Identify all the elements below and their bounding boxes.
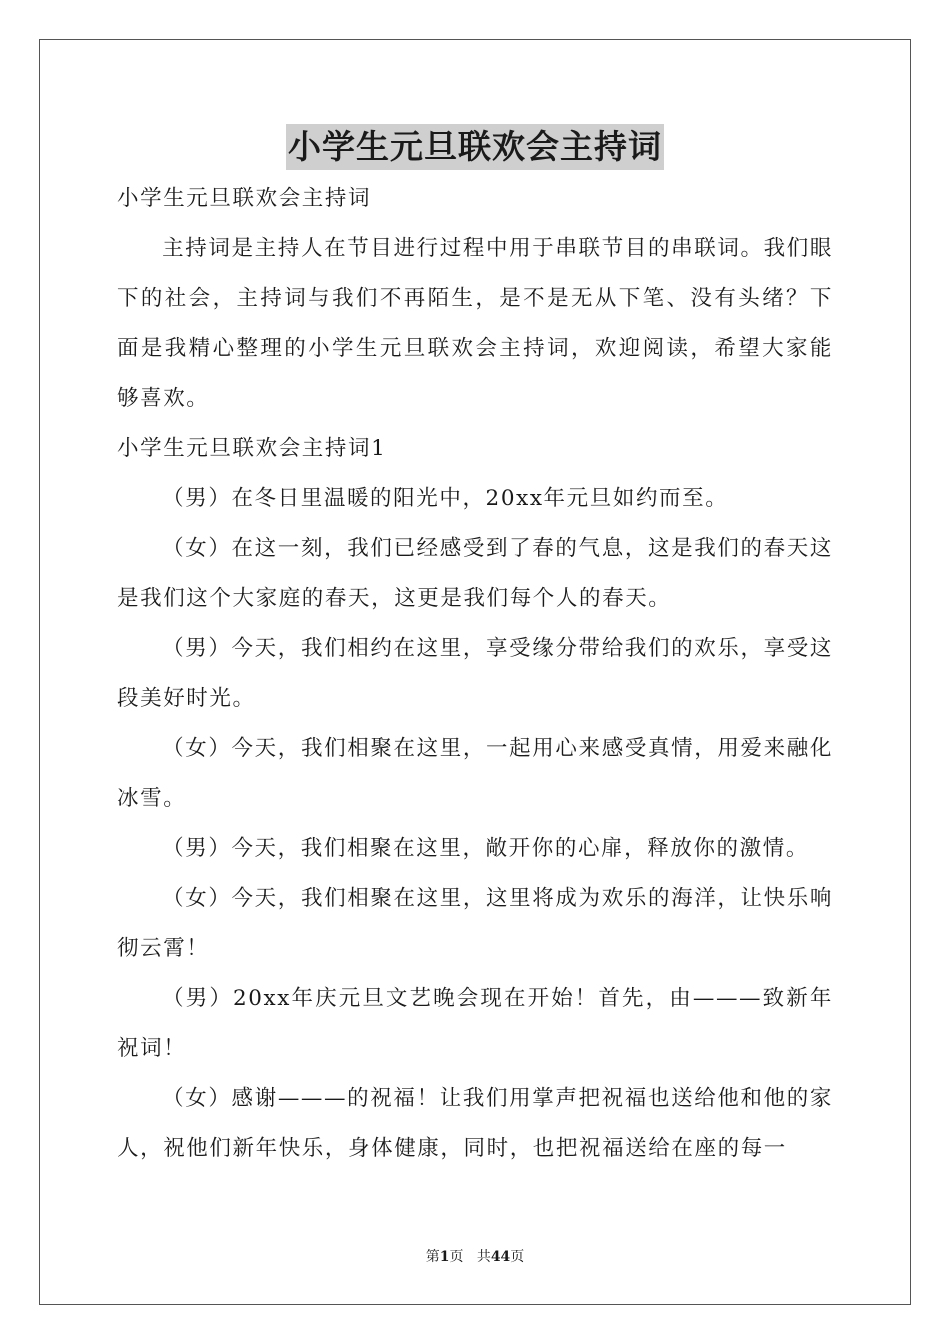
- page-number: 1: [439, 1249, 450, 1265]
- paragraph: （女）今天，我们相聚在这里，一起用心来感受真情，用爱来融化冰雪。: [117, 736, 833, 811]
- total-prefix: 共: [476, 1249, 491, 1265]
- paragraph: （女）今天，我们相聚在这里，这里将成为欢乐的海洋，让快乐响彻云霄！: [117, 886, 833, 961]
- document-title: 小学生元旦联欢会主持词: [286, 124, 664, 170]
- paragraph: （女）在这一刻，我们已经感受到了春的气息，这是我们的春天这是我们这个大家庭的春天，这更是我们每个人的春天。: [117, 536, 833, 611]
- paragraph: 小学生元旦联欢会主持词: [117, 186, 372, 211]
- page-footer: [0, 1247, 950, 1267]
- page-prefix: 第: [425, 1249, 440, 1265]
- paragraph: 主持词是主持人在节目进行过程中用于串联节目的串联词。我们眼下的社会，主持词与我们不再陌生，是不是无从下笔、没有头绪？下面是我精心整理的小学生元旦联欢会主持词，欢迎阅读，希望大家能够喜欢。: [117, 236, 833, 411]
- document-body: [117, 174, 833, 1174]
- paragraph: （女）感谢———的祝福！让我们用掌声把祝福也送给他和他的家人，祝他们新年快乐，身体健康，同时，也把祝福送给在座的每一: [117, 1086, 833, 1161]
- total-suffix: 页: [510, 1249, 525, 1265]
- paragraph: （男）在冬日里温暖的阳光中，20xx年元旦如约而至。: [162, 486, 729, 511]
- paragraph: （男）今天，我们相约在这里，享受缘分带给我们的欢乐，享受这段美好时光。: [117, 636, 833, 711]
- page-suffix: 页: [449, 1249, 464, 1265]
- paragraph: （男）20xx年庆元旦文艺晚会现在开始！首先，由———致新年祝词！: [117, 986, 833, 1061]
- title-wrap: [0, 124, 950, 170]
- paragraph: 小学生元旦联欢会主持词1: [117, 436, 387, 461]
- paragraph: （男）今天，我们相聚在这里，敞开你的心扉，释放你的激情。: [162, 836, 809, 861]
- total-pages: 44: [490, 1249, 511, 1265]
